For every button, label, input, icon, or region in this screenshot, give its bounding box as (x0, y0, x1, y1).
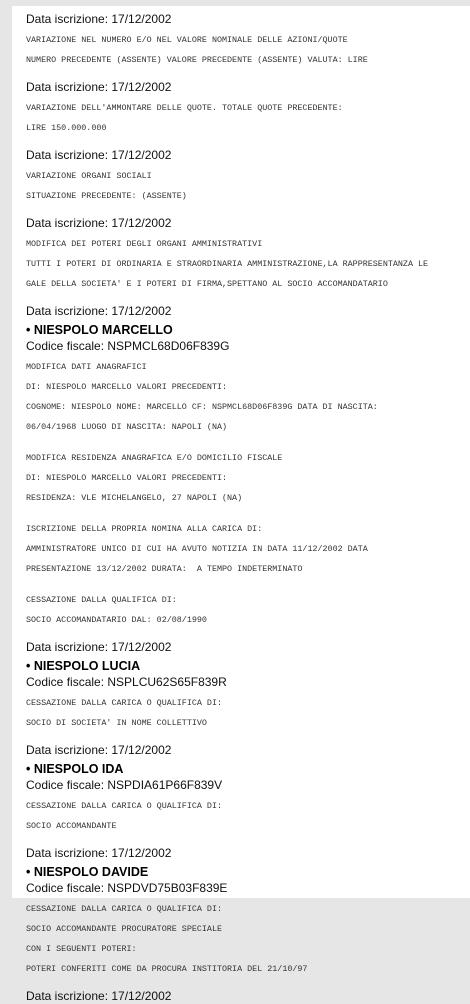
entry-description (26, 590, 470, 630)
description-line: CESSAZIONE DALLA CARICA O QUALIFICA DI: (26, 801, 223, 811)
entry-description (26, 234, 470, 294)
description-line: SOCIO ACCOMANDANTE PROCURATORE SPECIALE (26, 924, 223, 934)
description-line: NUMERO PRECEDENTE (ASSENTE) VALORE PRECEDENTE (ASSENTE) VALUTA: LIRE (26, 55, 368, 65)
person-name: • NIESPOLO DAVIDE (26, 865, 149, 879)
tax-code: Codice fiscale: NSPDVD75B03F839E (26, 881, 228, 895)
description-line: POTERI CONFERITI COME DA PROCURA INSTITORIA DEL 21/10/97 (26, 964, 308, 974)
description-line: VARIAZIONE NEL NUMERO E/O NEL VALORE NOMINALE DELLE AZIONI/QUOTE (26, 35, 348, 45)
description-line: VARIAZIONE DELL'AMMONTARE DELLE QUOTE. TOTALE QUOTE PRECEDENTE: (26, 103, 343, 113)
description-line: MODIFICA DEI POTERI DEGLI ORGANI AMMINISTRATIVI (26, 239, 263, 249)
tax-code: Codice fiscale: NSPDIA61P66F839V (26, 778, 223, 792)
entry-date: Data iscrizione: 17/12/2002 (26, 640, 172, 654)
description-line: SOCIO ACCOMANDATARIO DAL: 02/08/1990 (26, 615, 207, 625)
registry-entry (26, 742, 470, 836)
registry-entry (26, 639, 470, 733)
description-line: CESSAZIONE DALLA QUALIFICA DI: (26, 595, 177, 605)
person-name: • NIESPOLO MARCELLO (26, 323, 173, 337)
entry-description (26, 899, 470, 979)
description-line: VARIAZIONE ORGANI SOCIALI (26, 171, 152, 181)
registry-entries-list (12, 6, 470, 1004)
entry-date: Data iscrizione: 17/12/2002 (26, 743, 172, 757)
entry-date: Data iscrizione: 17/12/2002 (26, 989, 172, 1003)
document-page (12, 6, 470, 1003)
description-line: MODIFICA RESIDENZA ANAGRAFICA E/O DOMICILIO FISCALE (26, 453, 283, 463)
entry-description (26, 357, 470, 437)
description-line: DI: NIESPOLO MARCELLO VALORI PRECEDENTI: (26, 382, 228, 392)
description-line: RESIDENZA: VLE MICHELANGELO, 27 NAPOLI (NA) (26, 493, 243, 503)
entry-description (26, 30, 470, 70)
entry-date: Data iscrizione: 17/12/2002 (26, 12, 172, 26)
description-line: CON I SEGUENTI POTERI: (26, 944, 137, 954)
description-line: CESSAZIONE DALLA CARICA O QUALIFICA DI: (26, 904, 223, 914)
entry-description (26, 448, 470, 508)
description-line: COGNOME: NIESPOLO NOME: MARCELLO CF: NSPMCL68D06F839G DATA DI NASCITA: (26, 402, 378, 412)
entry-date: Data iscrizione: 17/12/2002 (26, 80, 172, 94)
registry-entry (26, 988, 470, 1004)
description-line: MODIFICA DATI ANAGRAFICI (26, 362, 147, 372)
entry-description (26, 98, 470, 138)
tax-code: Codice fiscale: NSPLCU62S65F839R (26, 675, 227, 689)
description-line: SITUAZIONE PRECEDENTE: (ASSENTE) (26, 191, 187, 201)
entry-description (26, 519, 470, 579)
description-line: PRESENTAZIONE 13/12/2002 DURATA: A TEMPO INDETERMINATO (26, 564, 303, 574)
tax-code: Codice fiscale: NSPMCL68D06F839G (26, 339, 230, 353)
registry-entry (26, 303, 470, 630)
registry-entry (26, 845, 470, 979)
registry-entry (26, 79, 470, 138)
entry-date: Data iscrizione: 17/12/2002 (26, 216, 172, 230)
registry-entry (26, 215, 470, 294)
entry-date: Data iscrizione: 17/12/2002 (26, 304, 172, 318)
description-line: LIRE 150.000.000 (26, 123, 107, 133)
registry-entry (26, 11, 470, 70)
description-line: SOCIO ACCOMANDANTE (26, 821, 117, 831)
description-line: CESSAZIONE DALLA CARICA O QUALIFICA DI: (26, 698, 223, 708)
entry-description (26, 166, 470, 206)
description-line: GALE DELLA SOCIETA' E I POTERI DI FIRMA,SPETTANO AL SOCIO ACCOMANDATARIO (26, 279, 388, 289)
person-name: • NIESPOLO IDA (26, 762, 124, 776)
entry-description (26, 693, 470, 733)
description-line: 06/04/1968 LUOGO DI NASCITA: NAPOLI (NA) (26, 422, 228, 432)
entry-description (26, 796, 470, 836)
entry-date: Data iscrizione: 17/12/2002 (26, 148, 172, 162)
registry-entry (26, 147, 470, 206)
entry-date: Data iscrizione: 17/12/2002 (26, 846, 172, 860)
description-line: SOCIO DI SOCIETA' IN NOME COLLETTIVO (26, 718, 207, 728)
description-line: AMMINISTRATORE UNICO DI CUI HA AVUTO NOTIZIA IN DATA 11/12/2002 DATA (26, 544, 368, 554)
description-line: DI: NIESPOLO MARCELLO VALORI PRECEDENTI: (26, 473, 228, 483)
description-line: ISCRIZIONE DELLA PROPRIA NOMINA ALLA CARICA DI: (26, 524, 263, 534)
person-name: • NIESPOLO LUCIA (26, 659, 141, 673)
description-line: TUTTI I POTERI DI ORDINARIA E STRAORDINARIA AMMINISTRAZIONE,LA RAPPRESENTANZA LE (26, 259, 429, 269)
